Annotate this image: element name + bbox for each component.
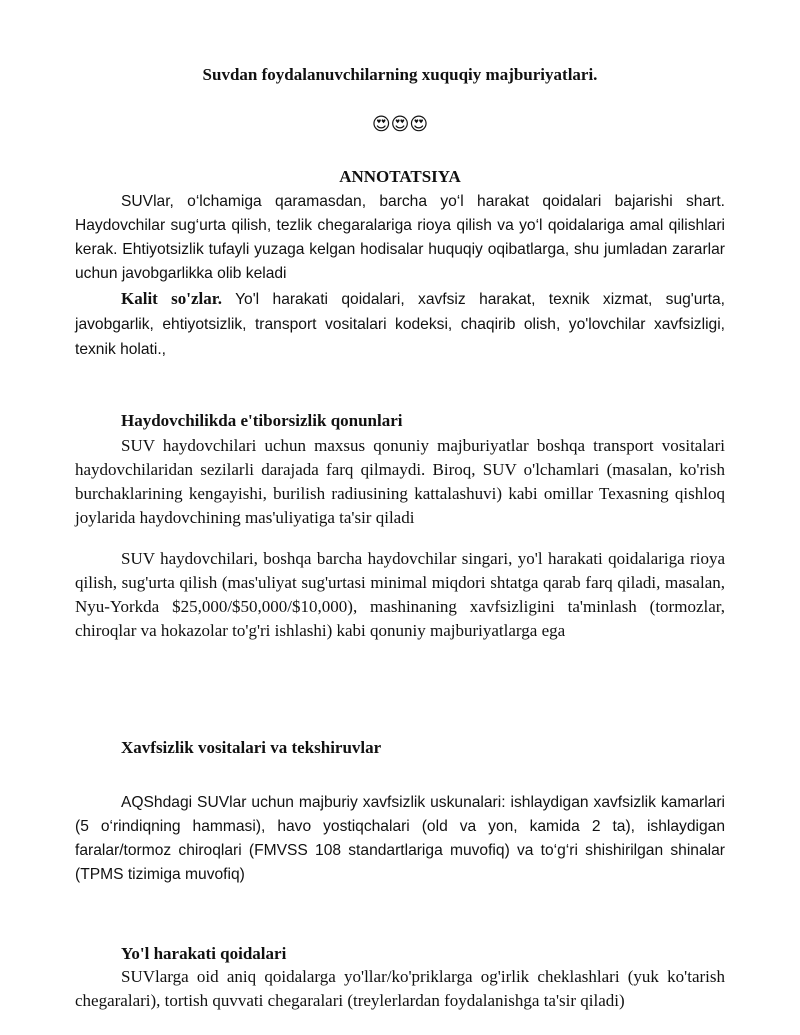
keywords-label: Kalit so'zlar.	[121, 289, 222, 308]
section-heading-negligence: Haydovchilikda e'tiborsizlik qonunlari	[121, 411, 403, 430]
document-title: Suvdan foydalanuvchilarning xuquqiy majburiyatlari.	[202, 65, 598, 84]
section-paragraph: AQShdagi SUVlar uchun majburiy xavfsizlik uskunalari: ishlaydigan xavfsizlik kamarlari (5 o‘rindiqning hammasi), havo yostiqchalari (old va yon, kamida 2 ta), ishlaydigan faralar/tormoz chiroqlari (FMVSS 108 standartlariga muvofiq) va to‘g‘ri shishirilgan shinalar (TPMS tizimiga muvofiq)	[75, 794, 725, 883]
keywords-paragraph	[75, 287, 725, 362]
section-paragraph: SUV haydovchilari uchun maxsus qonuniy majburiyatlar boshqa transport vositalari haydovchilaridan sezilarli darajada farq qilmaydi. Biroq, SUV o'lchamlari (masalan, ko'rish burchaklarining kengayishi, burilish radiusining kattalashuvi) kabi omillar Texasning qishloq joylarida haydovchining mas'uliyatiga ta'sir qiladi	[75, 436, 725, 527]
section-heading-safety: Xavfsizlik vositalari va tekshiruvlar	[121, 738, 382, 757]
section-heading-traffic-rules: Yo'l harakati qoidalari	[121, 944, 287, 963]
keywords-text: Yo'l harakati qoidalari, xavfsiz harakat, texnik xizmat, sug'urta, javobgarlik, ehtiyotsizlik, transport vositalari kodeksi, chaqirib olish, yo'lovchilar xavfsizligi, texnik holati.,	[75, 291, 725, 358]
section-paragraph: SUV haydovchilari, boshqa barcha haydovchilar singari, yo'l harakati qoidalariga rioya qilish, sug'urta qilish (mas'uliyat sug'urtasi minimal miqdori shtatga qarab farq qiladi, masalan, Nyu-Yorkda $25,000/$50,000/$10,000), mashinaning xavfsizligini ta'minlash (tormozlar, chiroqlar va hokazolar to'g'ri ishlashi) kabi qonuniy majburiyatlarga ega	[75, 549, 725, 640]
section-paragraph: SUVlarga oid aniq qoidalarga yo'llar/ko'priklarga og'irlik cheklashlari (yuk ko'tarish chegaralari), tortish quvvati chegaralari (treylerlardan foydalanishga ta'sir qiladi)	[75, 967, 725, 1010]
emoji-line: 😍😍😍	[371, 114, 429, 135]
annotation-heading: ANNOTATSIYA	[339, 167, 461, 186]
document-page	[75, 0, 725, 1035]
annotation-paragraph: SUVlar, o‘lchamiga qaramasdan, barcha yo‘l harakat qoidalari bajarishi shart. Haydovchilar sug‘urta qilish, tezlik chegaralariga rioya qilish va yo‘l qoidalariga amal qilishlari kerak. Ehtiyotsizlik tufayli yuzaga kelgan hodisalar huquqiy oqibatlarga, shu jumladan zararlar uchun javobgarlikka olib keladi	[75, 193, 725, 282]
